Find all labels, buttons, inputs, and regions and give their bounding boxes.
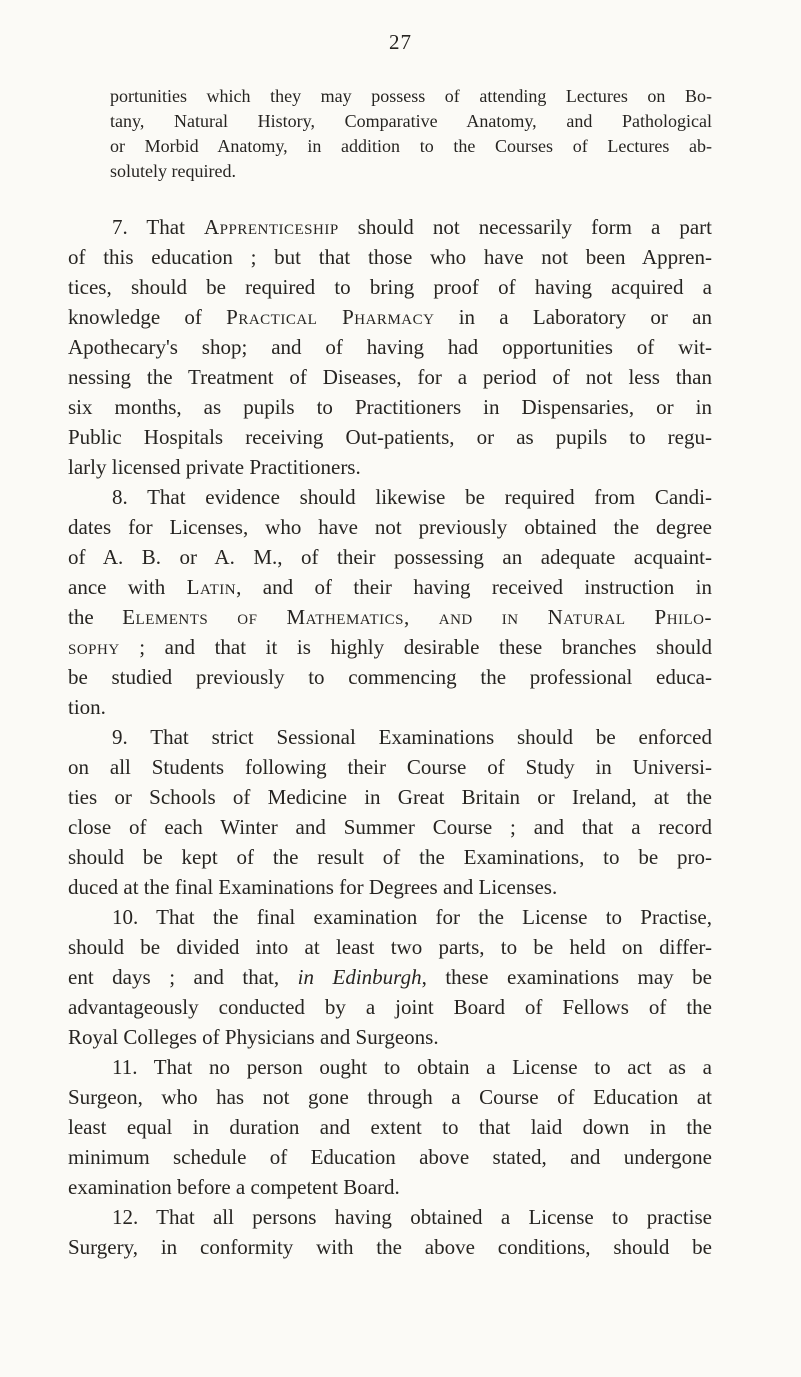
text-line: Royal Colleges of Physicians and Surgeons.: [68, 1025, 439, 1049]
text-line: should be divided into at least two parts, to be held on differ-: [68, 935, 712, 959]
continued-paragraph: [110, 84, 712, 184]
text-line: tices, should be required to bring proof of having acquired a: [68, 275, 712, 299]
text-line: or Morbid Anatomy, in addition to the Courses of Lectures ab-: [110, 136, 712, 156]
paragraph-11: [68, 1052, 712, 1202]
text-line: Surgeon, who has not gone through a Course of Education at: [68, 1085, 712, 1109]
text-line: ties or Schools of Medicine in Great Britain or Ireland, at the: [68, 785, 712, 809]
resolutions-text: [68, 212, 712, 1262]
text-line: 8. That evidence should likewise be required from Candi-: [112, 485, 712, 509]
text-line: portunities which they may possess of attending Lectures on Bo-: [110, 86, 712, 106]
text-line: 7. That Apprenticeship should not necessarily form a part: [112, 215, 713, 239]
text-line: sophy ; and that it is highly desirable these branches should: [68, 635, 712, 659]
text-line: ent days ; and that, in Edinburgh, these examinations may be: [68, 965, 713, 989]
text-line: ance with Latin, and of their having received instruction in: [68, 575, 712, 599]
text-line: examination before a competent Board.: [68, 1175, 400, 1199]
text-line: 9. That strict Sessional Examinations should be enforced: [112, 725, 712, 749]
text-line: dates for Licenses, who have not previously obtained the degree: [68, 515, 712, 539]
text-line: tany, Natural History, Comparative Anatomy, and Pathological: [110, 111, 712, 131]
text-line: on all Students following their Course of Study in Universi-: [68, 755, 712, 779]
text-line: minimum schedule of Education above stated, and undergone: [68, 1145, 712, 1169]
text-line: six months, as pupils to Practitioners in Dispensaries, or in: [68, 395, 712, 419]
text-line: solutely required.: [110, 161, 236, 181]
text-line: knowledge of Practical Pharmacy in a Laboratory or an: [68, 305, 712, 329]
text-line: 12. That all persons having obtained a License to practise: [112, 1205, 712, 1229]
text-line: tion.: [68, 695, 106, 719]
text-line: the Elements of Mathematics, and in Natural Philo-: [68, 605, 713, 629]
text-line: larly licensed private Practitioners.: [68, 455, 361, 479]
text-line: Public Hospitals receiving Out-patients, or as pupils to regu-: [68, 425, 712, 449]
text-line: duced at the final Examinations for Degrees and Licenses.: [68, 875, 558, 899]
paragraph-9: [68, 722, 712, 902]
text-line: Surgery, in conformity with the above conditions, should be: [68, 1235, 712, 1259]
paragraph-10: [68, 902, 712, 1052]
paragraph-7: [68, 212, 712, 482]
text-line: nessing the Treatment of Diseases, for a period of not less than: [68, 365, 712, 389]
text-line: of this education ; but that those who have not been Appren-: [68, 245, 712, 269]
text-line: close of each Winter and Summer Course ; and that a record: [68, 815, 712, 839]
text-line: 10. That the final examination for the License to Practise,: [112, 905, 712, 929]
text-line: Apothecary's shop; and of having had opportunities of wit-: [68, 335, 712, 359]
text-line: least equal in duration and extent to that laid down in the: [68, 1115, 712, 1139]
paragraph-12: [68, 1202, 712, 1262]
text-line: should be kept of the result of the Examinations, to be pro-: [68, 845, 712, 869]
text-line: be studied previously to commencing the professional educa-: [68, 665, 712, 689]
paragraph-8: [68, 482, 712, 722]
page-number: 27: [389, 30, 412, 54]
text-line: of A. B. or A. M., of their possessing an adequate acquaint-: [68, 545, 712, 569]
text-line: advantageously conducted by a joint Board of Fellows of the: [68, 995, 712, 1019]
text-line: 11. That no person ought to obtain a License to act as a: [112, 1055, 712, 1079]
